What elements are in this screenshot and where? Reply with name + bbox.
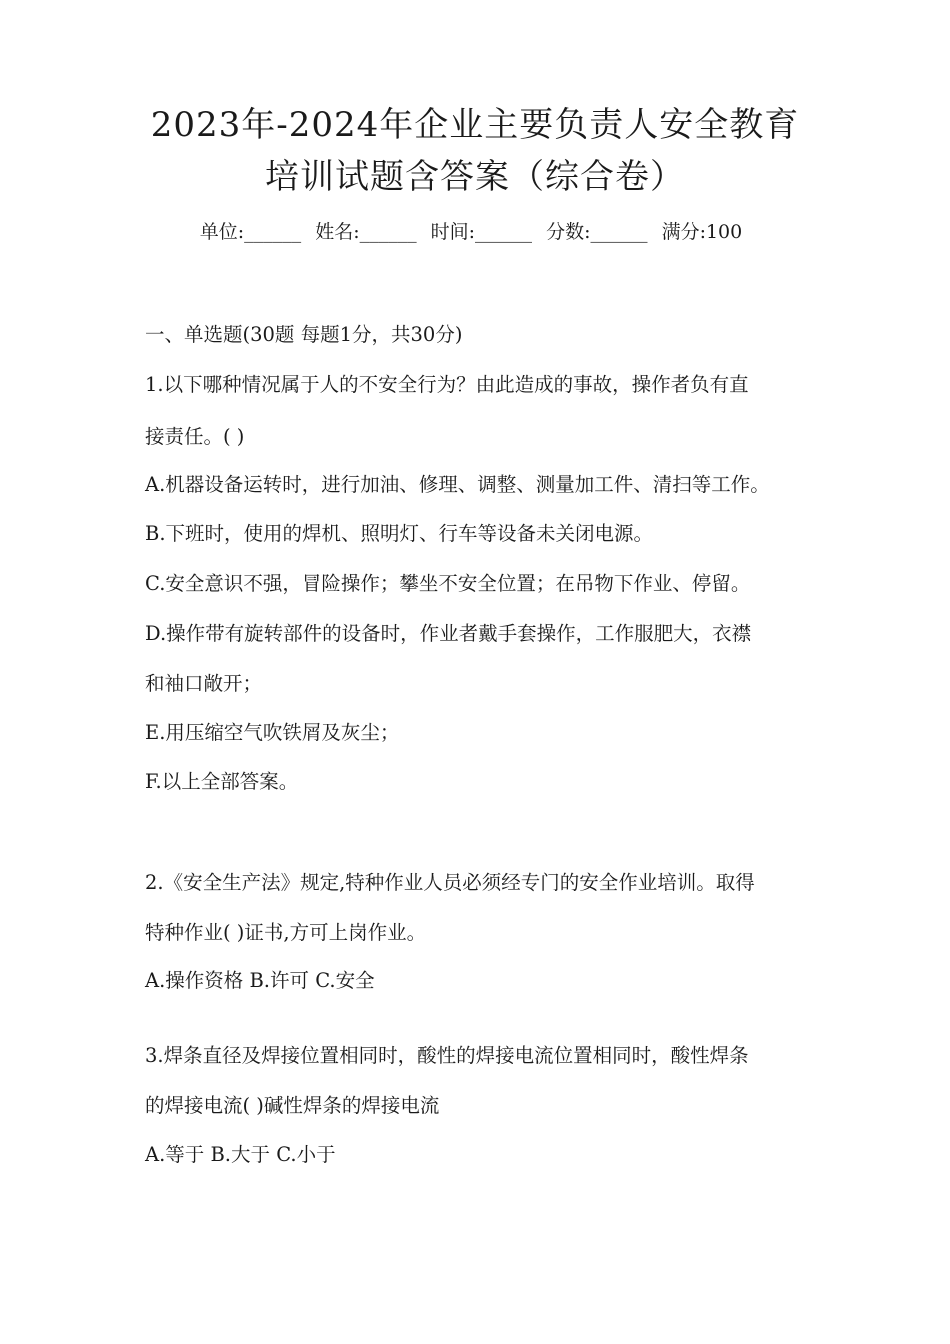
- question-2-stem-cont: 特种作业( )证书,方可上岗作业。: [145, 921, 427, 944]
- question-3-stem-cont: 的焊接电流( )碱性焊条的焊接电流: [145, 1094, 440, 1117]
- question-1-option-d-cont: 和袖口敞开；: [145, 672, 263, 695]
- question-1-option-a: A.机器设备运转时，进行加油、修理、调整、测量加工件、清扫等工作。: [145, 473, 770, 496]
- question-2-options: A.操作资格 B.许可 C.安全: [145, 969, 375, 992]
- full-score-label: 满分:100: [661, 221, 743, 243]
- score-field: 分数:______: [546, 221, 648, 243]
- question-1-option-d: D.操作带有旋转部件的设备时，作业者戴手套操作，工作服肥大，衣襟: [145, 622, 752, 645]
- question-1-option-c: C.安全意识不强，冒险操作；攀坐不安全位置；在吊物下作业、停留。: [145, 572, 751, 595]
- exam-info-row: [0, 223, 950, 242]
- page-title: 2023年-2024年企业主要负责人安全教育: [150, 105, 800, 145]
- question-3-stem: 3.焊条直径及焊接位置相同时，酸性的焊接电流位置相同时，酸性焊条: [145, 1044, 749, 1067]
- name-field: 姓名:______: [315, 221, 417, 243]
- question-1-option-f: F.以上全部答案。: [145, 770, 299, 793]
- question-3-options: A.等于 B.大于 C.小于: [145, 1143, 336, 1166]
- question-1-stem-cont: 接责任。( ): [145, 425, 245, 448]
- question-1-option-e: E.用压缩空气吹铁屑及灰尘；: [145, 721, 400, 744]
- unit-field: 单位:______: [199, 221, 302, 243]
- question-2-stem: 2.《安全生产法》规定,特种作业人员必须经专门的安全作业培训。取得: [145, 871, 755, 894]
- section-heading: 一、单选题(30题 每题1分，共30分): [145, 323, 463, 346]
- question-1-stem: 1.以下哪种情况属于人的不安全行为？由此造成的事故，操作者负有直: [145, 373, 749, 396]
- question-1-option-b: B.下班时，使用的焊机、照明灯、行车等设备未关闭电源。: [145, 522, 654, 545]
- page-subtitle: 培训试题含答案（综合卷）: [265, 157, 685, 197]
- time-field: 时间:______: [430, 221, 533, 243]
